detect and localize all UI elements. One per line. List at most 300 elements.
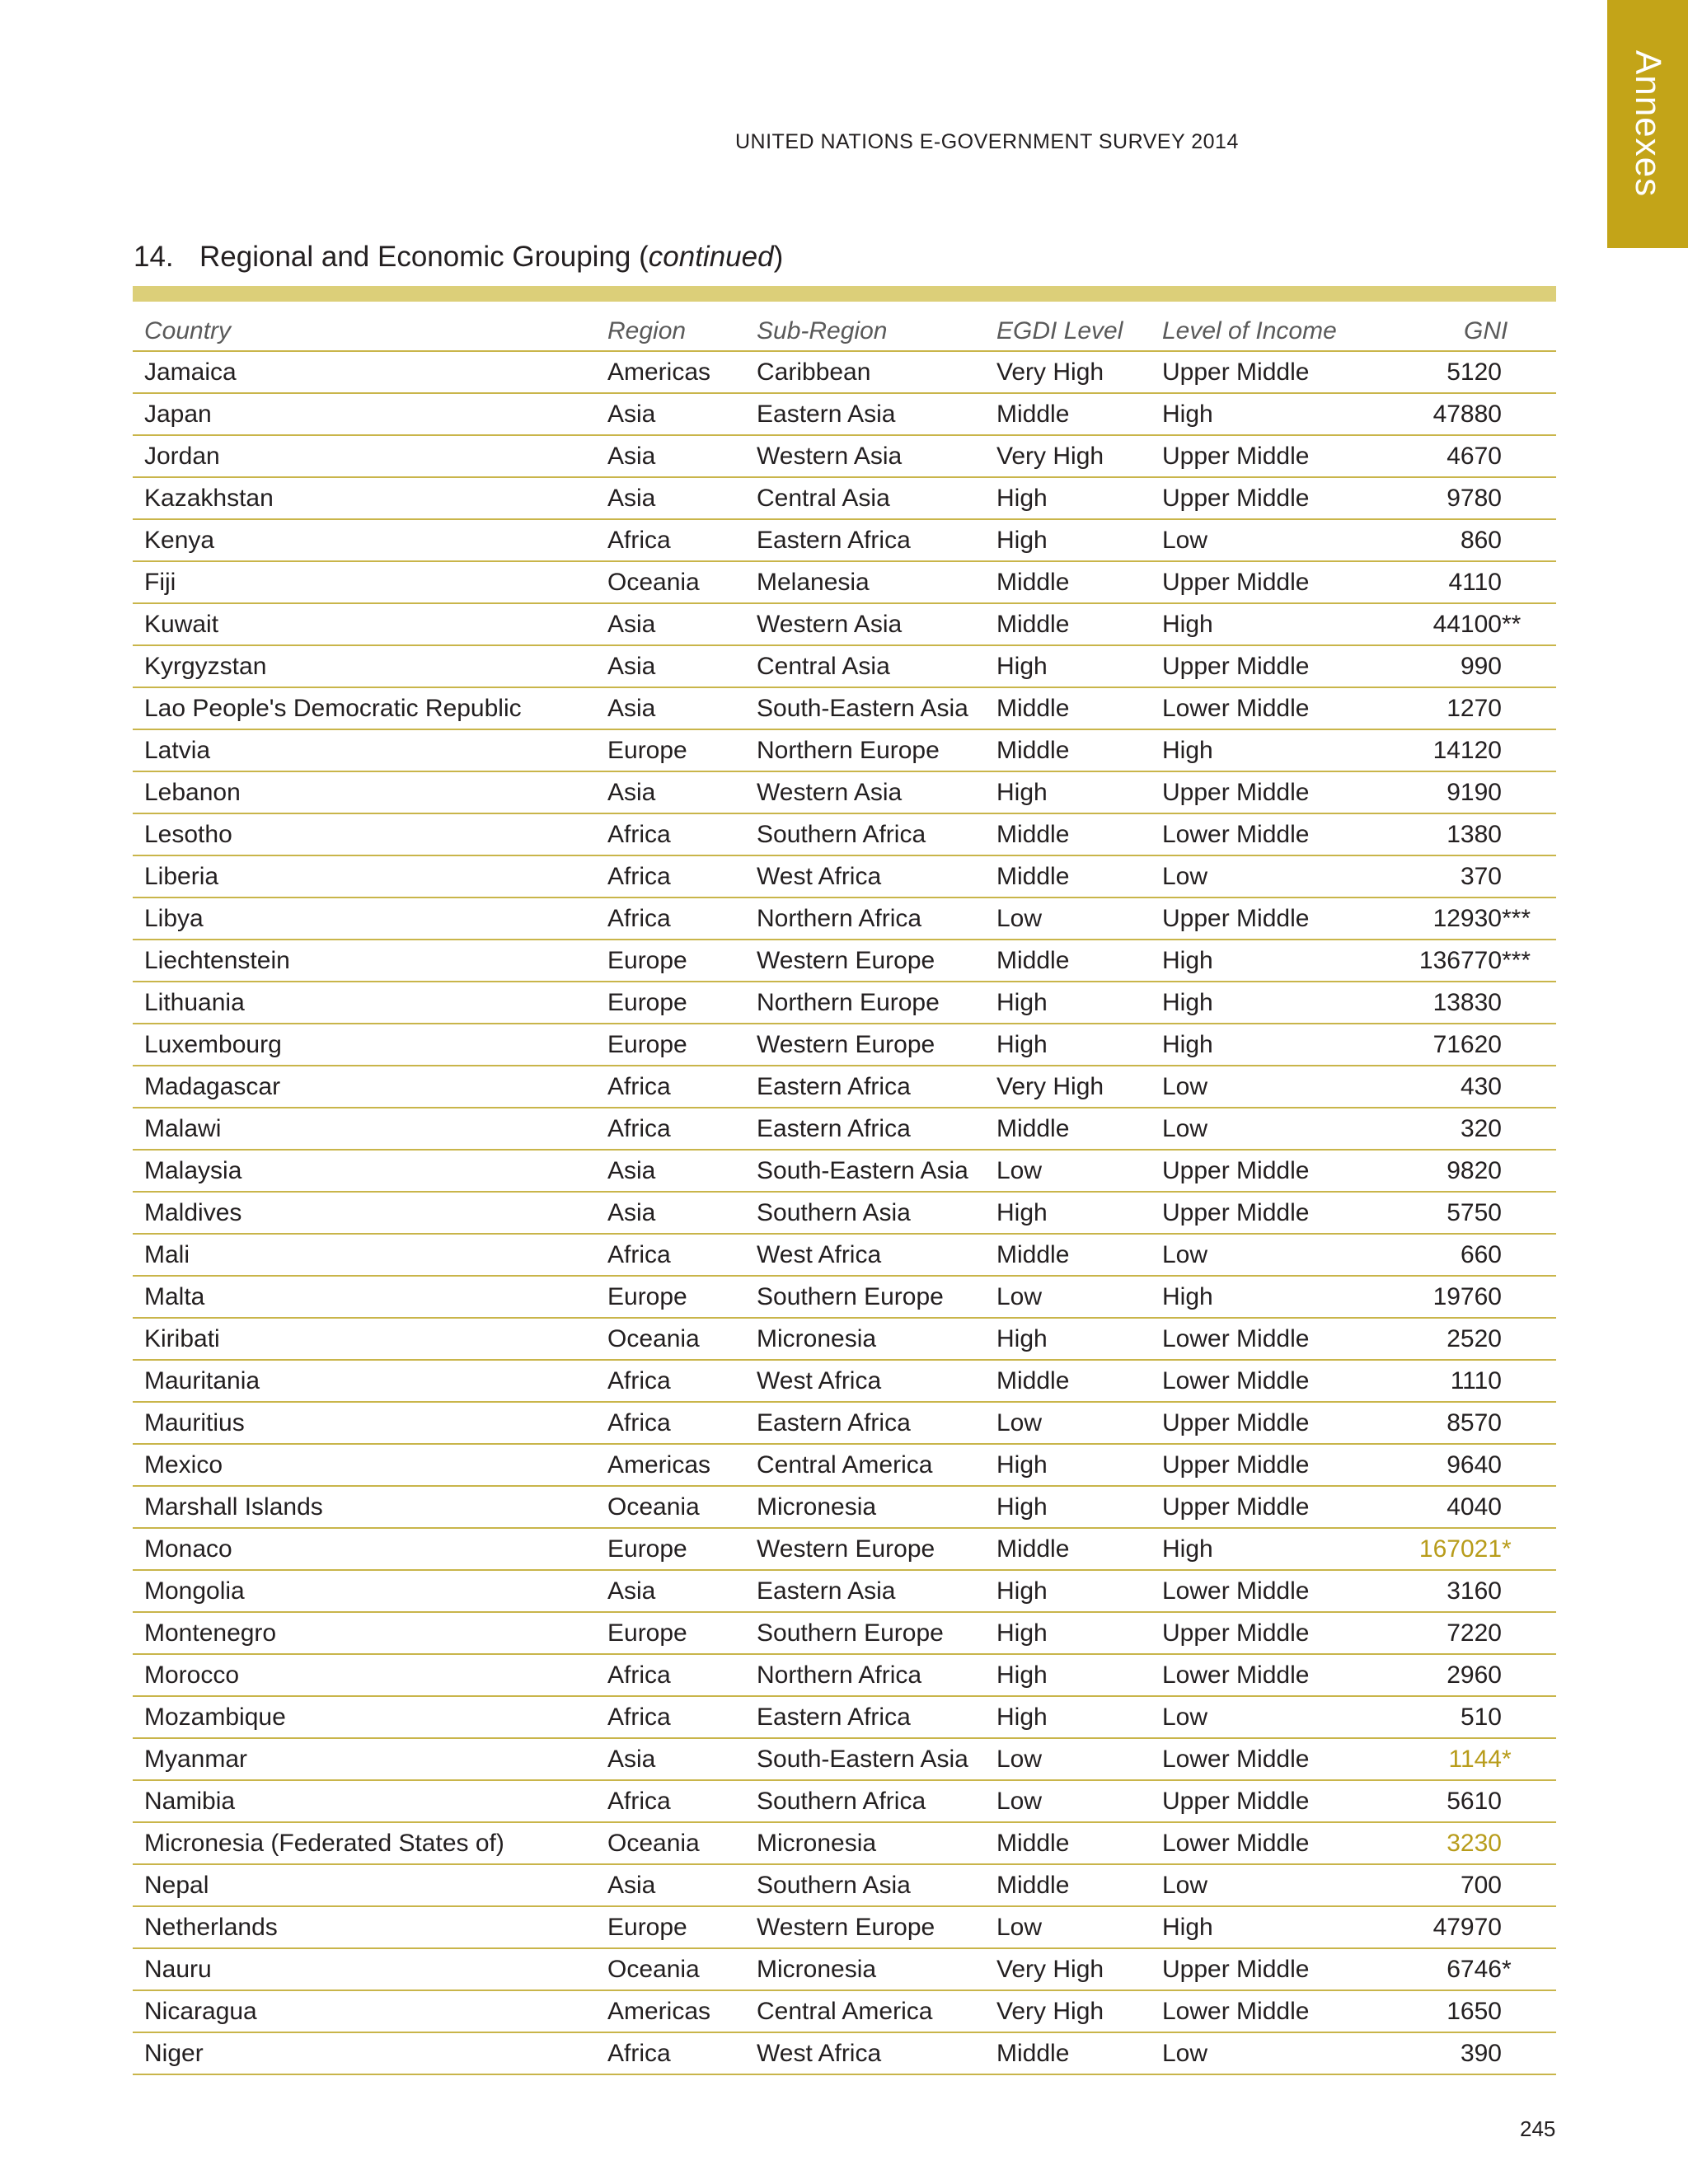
cell-subregion: Northern Africa [745,1654,985,1696]
gni-value: 47880 [1432,400,1502,428]
cell-income-level: High [1151,1906,1391,1948]
grouping-table [133,312,1556,2075]
gni-value: 4040 [1447,1493,1502,1521]
gni-value: 510 [1460,1703,1502,1731]
cell-income-level: High [1151,1024,1391,1066]
cell-region: Asia [596,645,745,687]
cell-egdi-level: Very High [985,1066,1151,1108]
cell-region: Africa [596,898,745,940]
cell-country: Japan [133,393,596,435]
cell-gni [1391,519,1556,561]
cell-egdi-level: Low [985,898,1151,940]
cell-subregion: South-Eastern Asia [745,1738,985,1780]
cell-egdi-level: Middle [985,687,1151,729]
cell-income-level: Lower Middle [1151,1570,1391,1612]
cell-region: Africa [596,855,745,898]
cell-egdi-level: Middle [985,1234,1151,1276]
cell-income-level: Lower Middle [1151,1360,1391,1402]
cell-country: Maldives [133,1192,596,1234]
table-row [133,1192,1556,1234]
table-row [133,1150,1556,1192]
gni-value: 660 [1460,1240,1502,1268]
gni-value: 430 [1460,1072,1502,1100]
cell-region: Asia [596,1864,745,1906]
cell-region: Europe [596,1528,745,1570]
cell-subregion: Southern Asia [745,1864,985,1906]
cell-country: Nepal [133,1864,596,1906]
cell-subregion: Southern Africa [745,813,985,855]
gni-footnote-flag: ** [1502,610,1522,638]
cell-gni [1391,351,1556,393]
cell-egdi-level: High [985,1654,1151,1696]
cell-region: Africa [596,1402,745,1444]
cell-country: Micronesia (Federated States of) [133,1822,596,1864]
section-heading [134,241,783,274]
cell-region: Europe [596,729,745,771]
table-row [133,1822,1556,1864]
cell-gni [1391,393,1556,435]
table-row [133,645,1556,687]
cell-gni [1391,1192,1556,1234]
table-row [133,1234,1556,1276]
cell-income-level: High [1151,940,1391,982]
cell-region: Oceania [596,1822,745,1864]
cell-region: Africa [596,813,745,855]
table-row [133,687,1556,729]
cell-region: Asia [596,435,745,477]
cell-income-level: Low [1151,1696,1391,1738]
cell-subregion: Southern Europe [745,1612,985,1654]
cell-subregion: West Africa [745,1234,985,1276]
cell-gni [1391,982,1556,1024]
cell-subregion: Western Europe [745,1024,985,1066]
cell-income-level: Lower Middle [1151,1654,1391,1696]
cell-income-level: High [1151,1276,1391,1318]
gni-value: 47970 [1432,1913,1502,1941]
cell-gni [1391,435,1556,477]
gni-value: 1270 [1447,694,1502,722]
cell-egdi-level: Middle [985,393,1151,435]
cell-income-level: Upper Middle [1151,561,1391,603]
table-row [133,1780,1556,1822]
cell-income-level: Low [1151,1234,1391,1276]
cell-gni [1391,1402,1556,1444]
gni-value: 2520 [1447,1324,1502,1352]
cell-gni [1391,940,1556,982]
cell-country: Madagascar [133,1066,596,1108]
cell-egdi-level: High [985,771,1151,813]
table-row [133,561,1556,603]
cell-income-level: Upper Middle [1151,1780,1391,1822]
cell-country: Marshall Islands [133,1486,596,1528]
cell-subregion: Central Asia [745,645,985,687]
gni-value: 167021 [1418,1535,1502,1563]
cell-country: Mozambique [133,1696,596,1738]
cell-gni [1391,729,1556,771]
cell-country: Lao People's Democratic Republic [133,687,596,729]
cell-income-level: Low [1151,1066,1391,1108]
cell-country: Jamaica [133,351,596,393]
annexes-tab [1607,0,1688,248]
cell-region: Asia [596,1570,745,1612]
table-row [133,982,1556,1024]
cell-region: Africa [596,1108,745,1150]
table-row [133,1990,1556,2032]
gni-value: 5120 [1447,358,1502,386]
cell-gni [1391,1066,1556,1108]
table-row [133,1486,1556,1528]
cell-egdi-level: Middle [985,2032,1151,2074]
cell-subregion: Micronesia [745,1948,985,1990]
cell-gni [1391,813,1556,855]
table-row [133,1024,1556,1066]
cell-subregion: Eastern Africa [745,1696,985,1738]
table-row [133,898,1556,940]
table-body [133,351,1556,2074]
cell-subregion: Eastern Africa [745,1066,985,1108]
table-row [133,1360,1556,1402]
cell-region: Americas [596,351,745,393]
column-header-gni: GNI [1391,312,1556,351]
gni-footnote-flag: *** [1502,946,1531,974]
cell-region: Asia [596,477,745,519]
cell-egdi-level: High [985,982,1151,1024]
gni-value: 1144 [1448,1745,1502,1773]
table-row [133,1528,1556,1570]
cell-subregion: Caribbean [745,351,985,393]
gni-value: 370 [1460,862,1502,890]
cell-country: Malawi [133,1108,596,1150]
section-title-end: ) [773,241,784,273]
cell-egdi-level: Very High [985,1948,1151,1990]
table-row [133,1906,1556,1948]
cell-egdi-level: High [985,1612,1151,1654]
cell-region: Oceania [596,1318,745,1360]
cell-country: Myanmar [133,1738,596,1780]
table-row [133,1696,1556,1738]
gni-value: 44100 [1432,610,1502,638]
cell-egdi-level: Very High [985,435,1151,477]
cell-country: Nauru [133,1948,596,1990]
table-row [133,1276,1556,1318]
cell-country: Mali [133,1234,596,1276]
cell-income-level: Lower Middle [1151,1318,1391,1360]
cell-subregion: Northern Europe [745,729,985,771]
cell-gni [1391,1486,1556,1528]
cell-region: Africa [596,1066,745,1108]
table-row [133,855,1556,898]
cell-subregion: Micronesia [745,1486,985,1528]
cell-region: Asia [596,771,745,813]
cell-subregion: Micronesia [745,1318,985,1360]
cell-income-level: Lower Middle [1151,1990,1391,2032]
cell-subregion: Eastern Africa [745,519,985,561]
cell-income-level: Upper Middle [1151,1402,1391,1444]
cell-subregion: West Africa [745,1360,985,1402]
cell-egdi-level: Middle [985,1528,1151,1570]
cell-income-level: High [1151,1528,1391,1570]
cell-egdi-level: Middle [985,1360,1151,1402]
cell-gni [1391,1276,1556,1318]
cell-region: Africa [596,1696,745,1738]
cell-country: Mauritania [133,1360,596,1402]
cell-egdi-level: Middle [985,1864,1151,1906]
cell-egdi-level: Middle [985,1822,1151,1864]
table-row [133,1738,1556,1780]
gni-footnote-flag: * [1502,1955,1512,1983]
gni-footnote-flag: *** [1502,904,1531,932]
gni-value: 700 [1460,1871,1502,1899]
cell-subregion: Southern Asia [745,1192,985,1234]
cell-egdi-level: Middle [985,603,1151,645]
cell-subregion: Northern Africa [745,898,985,940]
gni-value: 990 [1460,652,1502,680]
cell-egdi-level: Low [985,1738,1151,1780]
cell-gni [1391,477,1556,519]
cell-subregion: West Africa [745,855,985,898]
table-row [133,351,1556,393]
cell-income-level: Upper Middle [1151,1150,1391,1192]
cell-gni [1391,1780,1556,1822]
cell-country: Latvia [133,729,596,771]
cell-gni [1391,1570,1556,1612]
gni-value: 390 [1460,2039,1502,2067]
cell-gni [1391,1654,1556,1696]
cell-country: Liberia [133,855,596,898]
gni-value: 6746 [1447,1955,1502,1983]
cell-subregion: Western Asia [745,603,985,645]
cell-income-level: Lower Middle [1151,1822,1391,1864]
cell-subregion: Western Europe [745,1528,985,1570]
cell-subregion: Western Asia [745,771,985,813]
gni-footnote-flag: * [1502,1745,1512,1773]
gni-footnote-flag: * [1502,1535,1512,1563]
cell-country: Mauritius [133,1402,596,1444]
cell-gni [1391,1738,1556,1780]
cell-egdi-level: Middle [985,561,1151,603]
gni-value: 5750 [1447,1198,1502,1226]
cell-country: Lithuania [133,982,596,1024]
column-header-country: Country [133,312,596,351]
cell-country: Luxembourg [133,1024,596,1066]
cell-egdi-level: High [985,477,1151,519]
cell-income-level: Upper Middle [1151,477,1391,519]
gni-value: 14120 [1432,736,1502,764]
gni-value: 2960 [1447,1661,1502,1689]
cell-region: Africa [596,1780,745,1822]
gni-value: 136770 [1418,946,1502,974]
cell-income-level: Low [1151,1864,1391,1906]
cell-subregion: West Africa [745,2032,985,2074]
table-row [133,435,1556,477]
table-row [133,1654,1556,1696]
cell-region: Asia [596,1192,745,1234]
cell-income-level: Lower Middle [1151,687,1391,729]
gni-value: 1110 [1450,1366,1502,1394]
gni-value: 320 [1460,1114,1502,1142]
cell-income-level: Upper Middle [1151,435,1391,477]
gni-value: 9820 [1447,1156,1502,1184]
cell-gni [1391,1864,1556,1906]
cell-region: Asia [596,603,745,645]
cell-egdi-level: High [985,1444,1151,1486]
gni-value: 71620 [1432,1030,1502,1058]
cell-gni [1391,603,1556,645]
table-row [133,1570,1556,1612]
table-row [133,1948,1556,1990]
section-title-italic: continued [648,241,774,273]
cell-gni [1391,645,1556,687]
gni-value: 4110 [1448,568,1502,596]
cell-region: Oceania [596,1486,745,1528]
cell-subregion: Central America [745,1444,985,1486]
cell-egdi-level: High [985,1696,1151,1738]
cell-country: Mongolia [133,1570,596,1612]
gni-value: 9780 [1447,484,1502,512]
table-row [133,393,1556,435]
cell-country: Malaysia [133,1150,596,1192]
gni-value: 4670 [1447,442,1502,470]
cell-country: Morocco [133,1654,596,1696]
cell-income-level: Upper Middle [1151,1948,1391,1990]
column-header-region: Region [596,312,745,351]
column-header-egdi-level: EGDI Level [985,312,1151,351]
cell-gni [1391,1822,1556,1864]
cell-region: Oceania [596,1948,745,1990]
cell-egdi-level: High [985,1024,1151,1066]
cell-region: Africa [596,2032,745,2074]
cell-egdi-level: High [985,1486,1151,1528]
cell-gni [1391,1360,1556,1402]
cell-subregion: South-Eastern Asia [745,1150,985,1192]
cell-income-level: Upper Middle [1151,645,1391,687]
cell-subregion: Central Asia [745,477,985,519]
cell-subregion: Eastern Asia [745,393,985,435]
cell-region: Africa [596,1234,745,1276]
cell-egdi-level: Middle [985,1108,1151,1150]
cell-country: Lesotho [133,813,596,855]
cell-country: Jordan [133,435,596,477]
cell-egdi-level: Very High [985,1990,1151,2032]
cell-income-level: Upper Middle [1151,898,1391,940]
cell-subregion: Southern Africa [745,1780,985,1822]
cell-region: Asia [596,1150,745,1192]
cell-region: Europe [596,1612,745,1654]
cell-egdi-level: High [985,1570,1151,1612]
cell-income-level: Upper Middle [1151,1486,1391,1528]
section-title: Regional and Economic Grouping ( [199,241,649,273]
cell-subregion: Northern Europe [745,982,985,1024]
cell-income-level: Low [1151,1108,1391,1150]
cell-region: Europe [596,1906,745,1948]
cell-gni [1391,2032,1556,2074]
cell-country: Kenya [133,519,596,561]
cell-subregion: Melanesia [745,561,985,603]
cell-region: Americas [596,1444,745,1486]
cell-income-level: Lower Middle [1151,813,1391,855]
cell-gni [1391,1990,1556,2032]
cell-income-level: Low [1151,2032,1391,2074]
cell-gni [1391,855,1556,898]
cell-egdi-level: High [985,1192,1151,1234]
gni-value: 12930 [1432,904,1502,932]
cell-income-level: Upper Middle [1151,771,1391,813]
cell-income-level: Low [1151,519,1391,561]
cell-subregion: Eastern Asia [745,1570,985,1612]
cell-gni [1391,687,1556,729]
table-row [133,1402,1556,1444]
cell-country: Liechtenstein [133,940,596,982]
gni-value: 1380 [1447,820,1502,848]
running-header: UNITED NATIONS E-GOVERNMENT SURVEY 2014 [735,130,1239,153]
table-header-row [133,312,1556,351]
cell-region: Europe [596,1024,745,1066]
table-row [133,813,1556,855]
gni-value: 1650 [1447,1997,1502,2025]
cell-region: Europe [596,940,745,982]
gni-value: 3230 [1447,1829,1502,1857]
cell-region: Asia [596,1738,745,1780]
cell-country: Niger [133,2032,596,2074]
gni-value: 3160 [1447,1577,1502,1605]
cell-country: Kyrgyzstan [133,645,596,687]
cell-income-level: High [1151,393,1391,435]
table-row [133,1318,1556,1360]
cell-gni [1391,561,1556,603]
cell-gni [1391,1906,1556,1948]
cell-egdi-level: Low [985,1150,1151,1192]
cell-country: Malta [133,1276,596,1318]
cell-subregion: Central America [745,1990,985,2032]
table-row [133,519,1556,561]
cell-egdi-level: Middle [985,940,1151,982]
cell-egdi-level: Middle [985,729,1151,771]
cell-country: Lebanon [133,771,596,813]
cell-country: Kazakhstan [133,477,596,519]
cell-gni [1391,1528,1556,1570]
cell-country: Libya [133,898,596,940]
cell-subregion: Micronesia [745,1822,985,1864]
cell-region: Asia [596,393,745,435]
cell-country: Nicaragua [133,1990,596,2032]
cell-gni [1391,898,1556,940]
table-row [133,477,1556,519]
cell-region: Asia [596,687,745,729]
cell-gni [1391,1024,1556,1066]
column-header-income: Level of Income [1151,312,1391,351]
cell-income-level: Upper Middle [1151,1192,1391,1234]
table-row [133,603,1556,645]
gni-value: 19760 [1432,1282,1502,1310]
cell-subregion: Eastern Africa [745,1108,985,1150]
cell-egdi-level: Middle [985,855,1151,898]
table-row [133,771,1556,813]
table-row [133,1612,1556,1654]
cell-region: Europe [596,1276,745,1318]
cell-region: Americas [596,1990,745,2032]
cell-income-level: High [1151,729,1391,771]
cell-region: Europe [596,982,745,1024]
cell-income-level: Lower Middle [1151,1738,1391,1780]
cell-region: Africa [596,1360,745,1402]
cell-country: Namibia [133,1780,596,1822]
cell-egdi-level: Low [985,1402,1151,1444]
cell-subregion: Eastern Africa [745,1402,985,1444]
cell-gni [1391,1108,1556,1150]
page-number: 245 [1520,2116,1556,2141]
cell-gni [1391,1948,1556,1990]
cell-subregion: Western Europe [745,940,985,982]
